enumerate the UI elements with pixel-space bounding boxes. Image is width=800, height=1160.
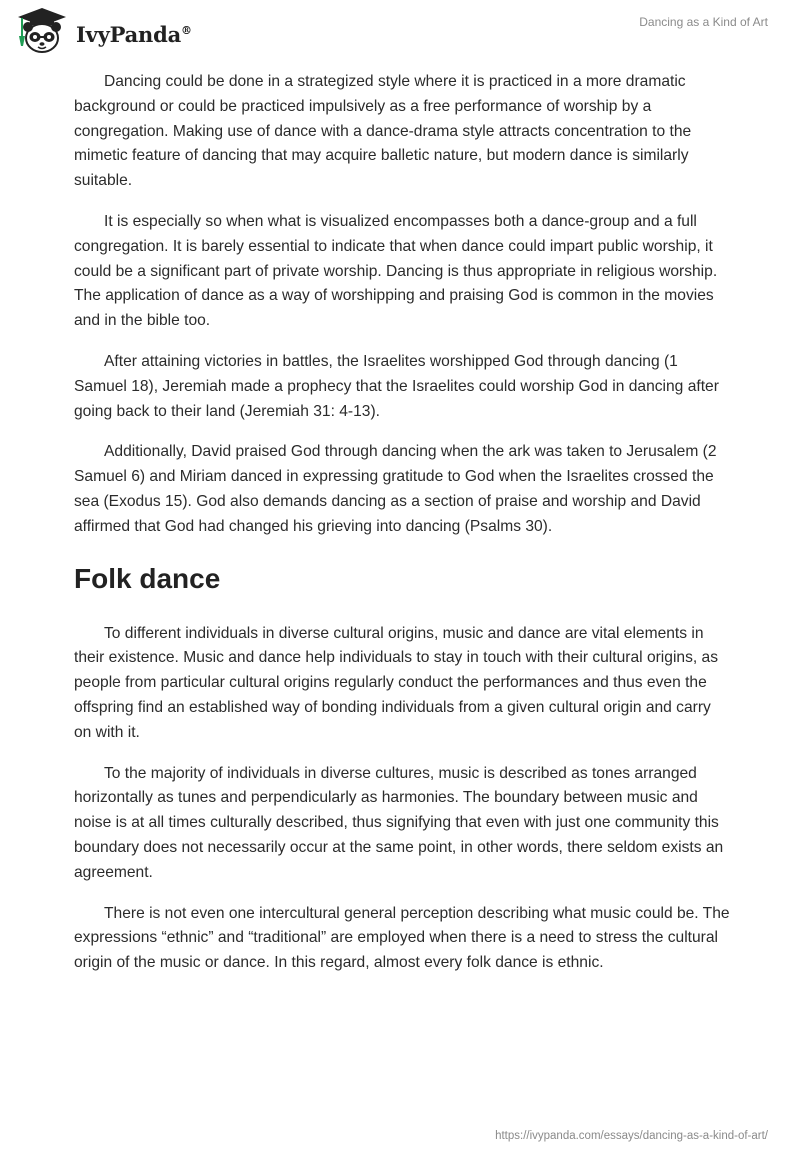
paragraph: Dancing could be done in a strategized style where it is practiced in a more dramatic background or could be practiced impulsively as a free performance of worship by a congregation. Making use of dance with a dance-drama style attracts concentration to the mimetic feature of dancing that may acquire balletic nature, but modern dance is similarly suitable. <box>74 73 692 190</box>
section-heading: Folk dance <box>74 562 221 594</box>
brand-name: IvyPanda® <box>76 21 192 47</box>
page-header <box>0 0 800 60</box>
paragraph: There is not even one intercultural general perception describing what music could be. The expressions “ethnic” and “traditional” are employed when there is a need to stress the cultural origin of the music or dance. In this regard, almost every folk dance is ethnic. <box>74 904 730 972</box>
essay-body <box>74 70 730 992</box>
paragraph: To the majority of individuals in diverse cultures, music is described as tones arranged horizontally as tunes and perpendicularly as harmonies. The boundary between music and noise is at all times culturally described, thus signifying that even with just one community this boundary does not necessarily occur at the same point, in other words, there seldom exists an agreement. <box>74 764 724 881</box>
paragraph: It is especially so when what is visualized encompasses both a dance-group and a full congregation. It is barely essential to indicate that when dance could impart public worship, it could be a significant part of private worship. Dancing is thus appropriate in religious worship. The application of dance as a way of worshipping and praising God is common in the movies and in the bible too. <box>74 212 718 330</box>
document-title: Dancing as a Kind of Art <box>639 15 768 29</box>
panda-graduate-icon <box>14 6 70 56</box>
registered-mark: ® <box>181 23 192 37</box>
paragraph: Additionally, David praised God through dancing when the ark was taken to Jerusalem (2 Samuel 6) and Miriam danced in expressing gratitude to God when the Israelites crossed the sea (Exodus 15). God also demands dancing as a section of praise and worship and David affirmed that God had changed his grieving into dancing (Psalms 30). <box>74 443 717 535</box>
ivypanda-logo[interactable] <box>14 6 192 56</box>
paragraph: After attaining victories in battles, the Israelites worshipped God through dancing (1 Samuel 18), Jeremiah made a prophecy that the Israelites could worship God in dancing after going back to their land (Jeremiah 31: 4-13). <box>74 352 719 420</box>
source-url[interactable]: https://ivypanda.com/essays/dancing-as-a-kind-of-art/ <box>495 1130 768 1142</box>
paragraph: To different individuals in diverse cultural origins, music and dance are vital elements in their existence. Music and dance help individuals to stay in touch with their cultural origins, as people from particular cultural origins regularly conduct the performances and thus even the offspring find an established way of bonding individuals from a given cultural origin and carry on with it. <box>74 624 719 741</box>
